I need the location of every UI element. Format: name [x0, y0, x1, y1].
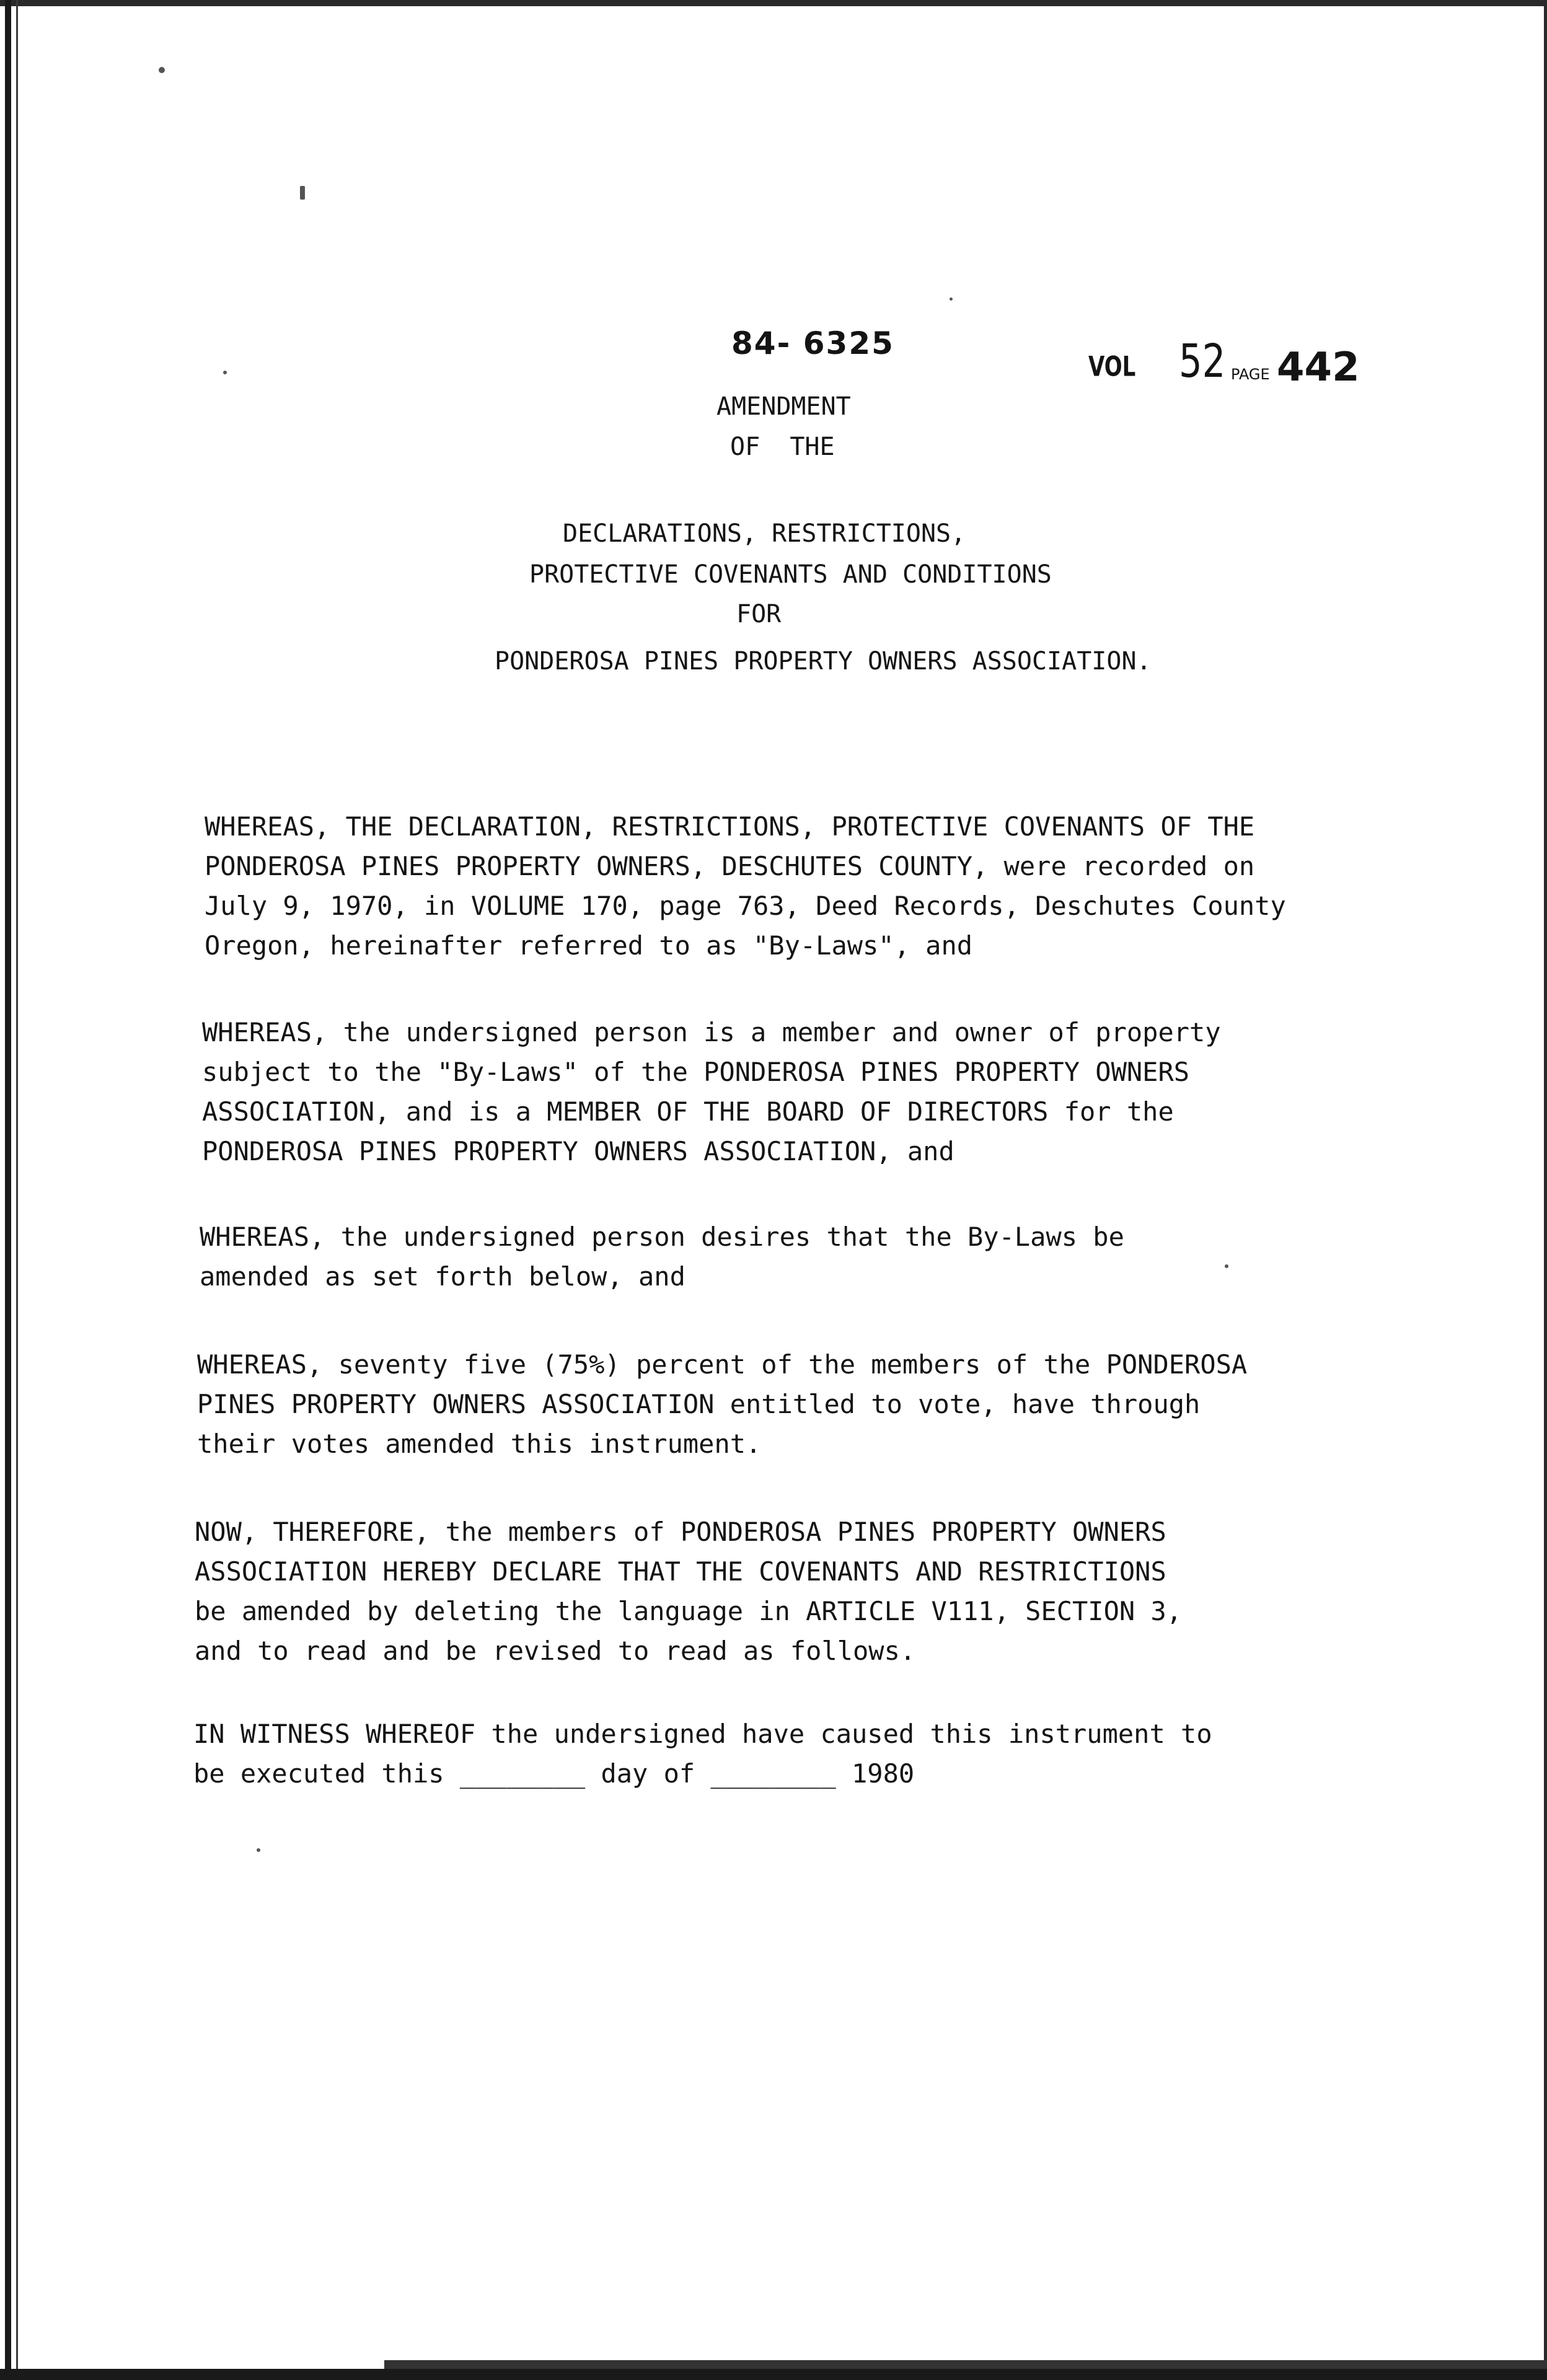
vol-number: 52: [1179, 335, 1226, 388]
paragraph-whereas-vote: [197, 1345, 1375, 1464]
paragraph-in-witness: [193, 1714, 1371, 1794]
text-line: IN WITNESS WHEREOF the undersigned have caused this instrument to: [193, 1719, 1212, 1749]
text-line: July 9, 1970, in VOLUME 170, page 763, Deed Records, Deschutes County: [205, 891, 1286, 921]
title-of-the: OF THE: [730, 433, 835, 461]
title-association: PONDEROSA PINES PROPERTY OWNERS ASSOCIATION.: [495, 647, 1152, 676]
text-line: be executed this ________ day of ________ 1980: [193, 1758, 915, 1789]
page-number: 442: [1277, 345, 1360, 390]
scan-speck: [223, 371, 227, 374]
text-line: their votes amended this instrument.: [197, 1429, 762, 1459]
title-amendment: AMENDMENT: [716, 392, 851, 421]
scan-edge-left: [5, 0, 11, 2380]
title-for: FOR: [736, 600, 782, 628]
text-line: WHEREAS, THE DECLARATION, RESTRICTIONS, PROTECTIVE COVENANTS OF THE: [205, 811, 1255, 842]
text-line: amended as set forth below, and: [200, 1261, 685, 1292]
scan-speck: [159, 67, 165, 73]
scan-speck: [950, 298, 953, 301]
text-line: PONDEROSA PINES PROPERTY OWNERS, DESCHUTES COUNTY, were recorded on: [205, 851, 1255, 881]
page-label: PAGE: [1231, 366, 1270, 383]
paragraph-now-therefore: [195, 1512, 1372, 1671]
vol-label: VOL: [1088, 351, 1136, 383]
text-line: Oregon, hereinafter referred to as "By-Laws", and: [205, 930, 973, 961]
scan-edge-left-inner: [16, 0, 18, 2380]
document-number: 84- 6325: [731, 325, 894, 361]
text-line: WHEREAS, the undersigned person desires that the By-Laws be: [200, 1222, 1124, 1252]
scan-strip-bottom: [384, 2360, 1547, 2369]
text-line: PONDEROSA PINES PROPERTY OWNERS ASSOCIATION, and: [202, 1136, 954, 1166]
paragraph-whereas-recorded: [205, 807, 1382, 966]
scan-speck: [300, 186, 305, 200]
text-line: NOW, THEREFORE, the members of PONDEROSA PINES PROPERTY OWNERS: [195, 1517, 1166, 1547]
text-line: WHEREAS, the undersigned person is a member and owner of property: [202, 1017, 1221, 1047]
text-line: WHEREAS, seventy five (75%) percent of the members of the PONDEROSA: [197, 1349, 1248, 1380]
paragraph-whereas-desires: [200, 1217, 1377, 1297]
text-line: ASSOCIATION, and is a MEMBER OF THE BOARD OF DIRECTORS for the: [202, 1096, 1174, 1127]
scan-edge-bottom: [0, 2369, 1547, 2380]
scan-edge-right: [1544, 0, 1547, 2380]
text-line: subject to the "By-Laws" of the PONDEROSA PINES PROPERTY OWNERS: [202, 1057, 1190, 1087]
text-line: be amended by deleting the language in ARTICLE V111, SECTION 3,: [195, 1596, 1183, 1626]
scan-speck: [257, 1848, 260, 1852]
text-line: PINES PROPERTY OWNERS ASSOCIATION entitled to vote, have through: [197, 1389, 1201, 1419]
text-line: and to read and be revised to read as follows.: [195, 1636, 916, 1666]
title-declarations: DECLARATIONS, RESTRICTIONS,: [563, 519, 966, 548]
paragraph-whereas-member: [202, 1013, 1380, 1171]
scan-edge-top: [0, 0, 1547, 6]
title-covenants: PROTECTIVE COVENANTS AND CONDITIONS: [529, 560, 1052, 589]
text-line: ASSOCIATION HEREBY DECLARE THAT THE COVENANTS AND RESTRICTIONS: [195, 1556, 1166, 1587]
